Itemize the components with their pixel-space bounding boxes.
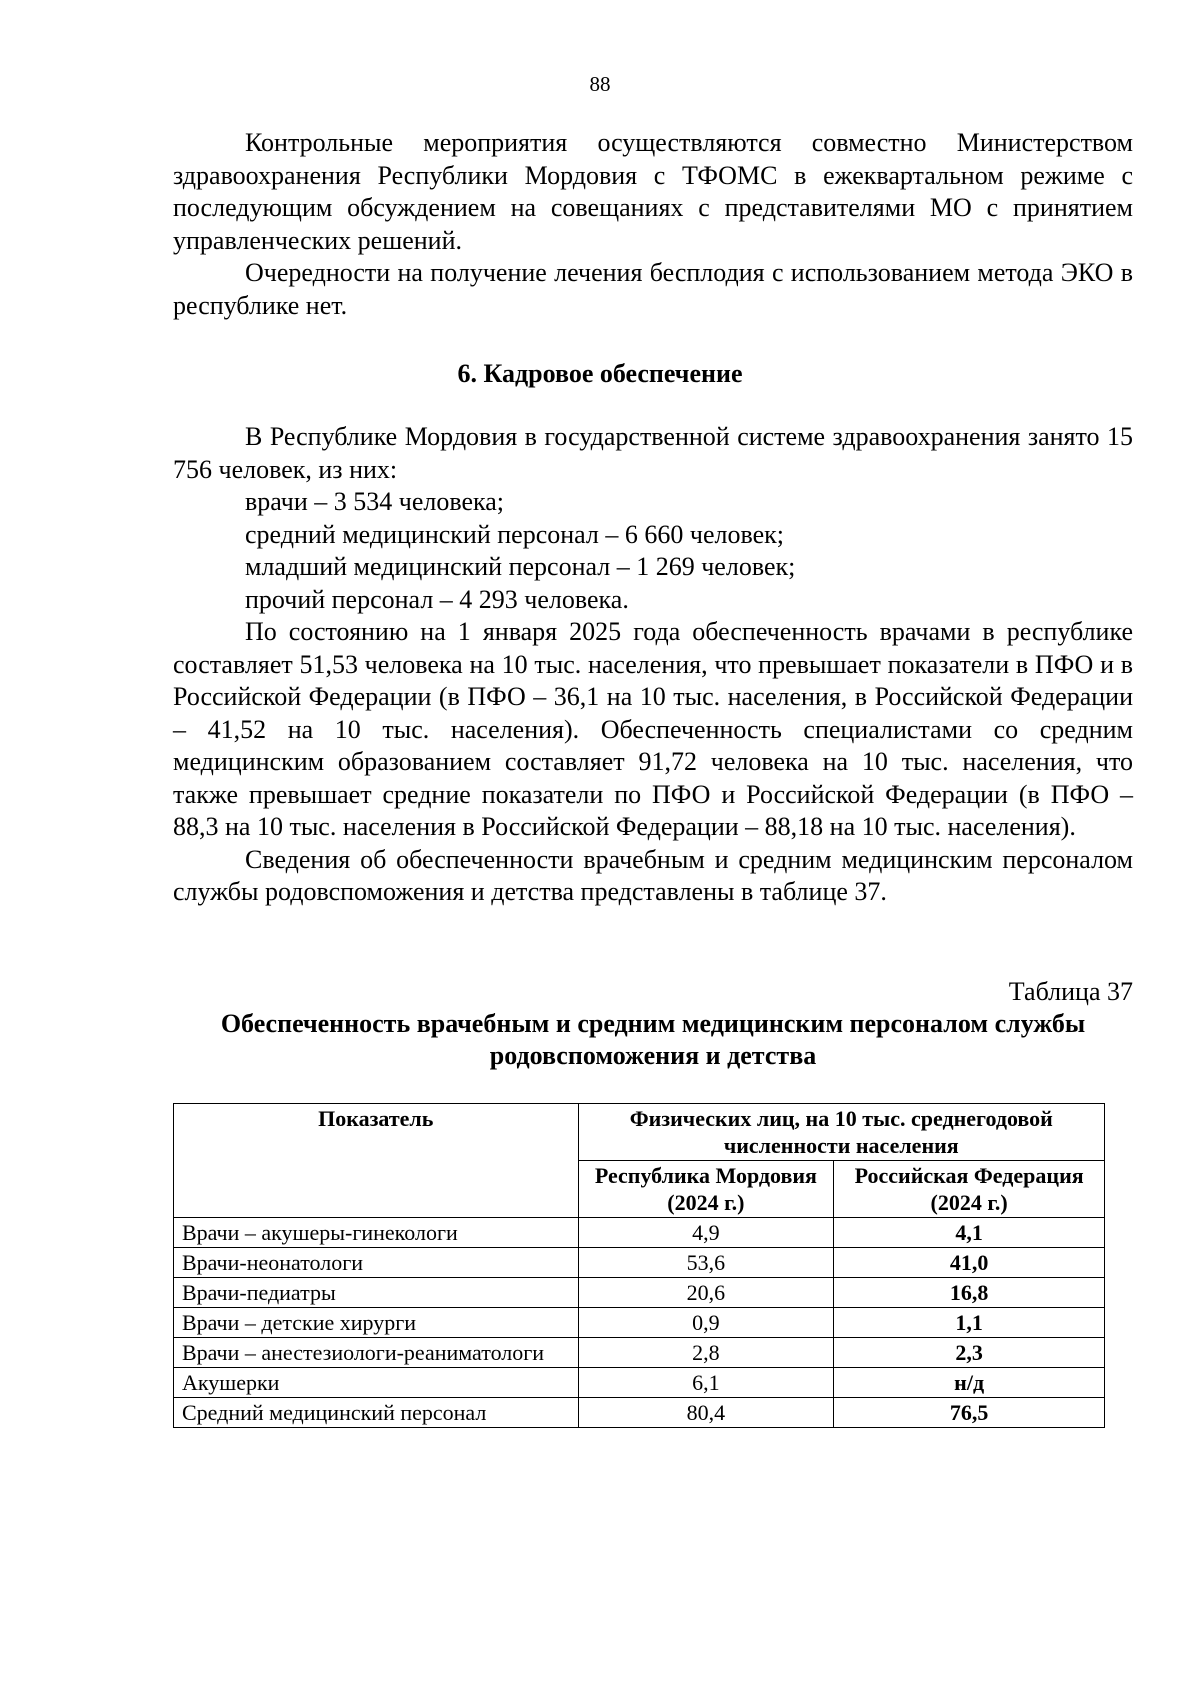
table-row xyxy=(174,1218,1105,1248)
paragraph: Сведения об обеспеченности врачебным и средним медицинским персоналом службы родовспоможения и детства представлены в таблице 37. xyxy=(173,844,1133,906)
value-mordovia: 4,9 xyxy=(578,1218,834,1248)
row-label: Врачи – анестезиологи-реаниматологи xyxy=(174,1338,579,1368)
value-russia: 16,8 xyxy=(834,1278,1105,1308)
list-item: средний медицинский персонал – 6 660 человек; xyxy=(245,519,785,549)
paragraph: В Республике Мордовия в государственной системе здравоохранения занято 15 756 человек, из них: xyxy=(173,422,1133,484)
row-label: Врачи – акушеры-гинекологи xyxy=(174,1218,579,1248)
table-row xyxy=(174,1398,1105,1428)
value-russia: 76,5 xyxy=(834,1398,1105,1428)
table-header-row xyxy=(174,1104,1105,1161)
value-mordovia: 80,4 xyxy=(578,1398,834,1428)
table-row xyxy=(174,1278,1105,1308)
list-item: врачи – 3 534 человека; xyxy=(245,487,505,516)
value-mordovia: 20,6 xyxy=(578,1278,834,1308)
value-mordovia: 6,1 xyxy=(578,1368,834,1398)
row-label: Акушерки xyxy=(174,1368,579,1398)
table-row xyxy=(174,1308,1105,1338)
header-mordovia: Республика Мордовия (2024 г.) xyxy=(578,1161,834,1218)
paragraph: Контрольные мероприятия осуществляются совместно Министерством здравоохранения Республики Мордовия с ТФОМС в ежеквартальном режиме с последующим обсуждением на совещаниях с представителями МО с принятием управленческих решений. xyxy=(173,128,1133,255)
table-row xyxy=(174,1368,1105,1398)
table-row xyxy=(174,1338,1105,1368)
row-label: Средний медицинский персонал xyxy=(174,1398,579,1428)
value-russia: н/д xyxy=(834,1368,1105,1398)
row-label: Врачи-неонатологи xyxy=(174,1248,579,1278)
staffing-section xyxy=(173,421,1133,909)
list-item: прочий персонал – 4 293 человека. xyxy=(245,584,629,614)
header-group: Физических лиц, на 10 тыс. среднегодовой численности населения xyxy=(578,1104,1104,1161)
value-mordovia: 2,8 xyxy=(578,1338,834,1368)
table-row xyxy=(174,1248,1105,1278)
row-label: Врачи-педиатры xyxy=(174,1278,579,1308)
section-heading: 6. Кадровое обеспечение xyxy=(457,359,743,388)
intro-section xyxy=(173,127,1133,322)
table-caption: Таблица 37 xyxy=(1008,977,1133,1006)
header-russia: Российская Федерация (2024 г.) xyxy=(834,1161,1105,1218)
page-number: 88 xyxy=(589,72,611,96)
value-russia: 4,1 xyxy=(834,1218,1105,1248)
value-russia: 41,0 xyxy=(834,1248,1105,1278)
paragraph: Очередности на получение лечения бесплодия с использованием метода ЭКО в республике нет. xyxy=(173,258,1133,320)
value-russia: 1,1 xyxy=(834,1308,1105,1338)
row-label: Врачи – детские хирурги xyxy=(174,1308,579,1338)
staffing-table xyxy=(173,1103,1105,1428)
header-indicator: Показатель xyxy=(174,1104,579,1218)
value-mordovia: 0,9 xyxy=(578,1308,834,1338)
list-item: младший медицинский персонал – 1 269 человек; xyxy=(245,552,796,581)
paragraph: По состоянию на 1 января 2025 года обеспеченность врачами в республике составляет 51,53 человека на 10 тыс. населения, что превышает показатели в ПФО и в Российской Федерации (в ПФО – 36,1 на 10 тыс. населения, в Российской Федерации – 41,52 на 10 тыс. населения). Обеспеченность специалистами со средним медицинским образованием составляет 91,72 человека на 10 тыс. населения, что также превышает средние показатели по ПФО и Российской Федерации (в ПФО – 88,3 на 10 тыс. населения в Российской Федерации – 88,18 на 10 тыс. населения). xyxy=(173,617,1133,841)
table-title: Обеспеченность врачебным и средним медицинским персоналом службы родовспоможения и детства xyxy=(220,1009,1086,1070)
value-russia: 2,3 xyxy=(834,1338,1105,1368)
value-mordovia: 53,6 xyxy=(578,1248,834,1278)
